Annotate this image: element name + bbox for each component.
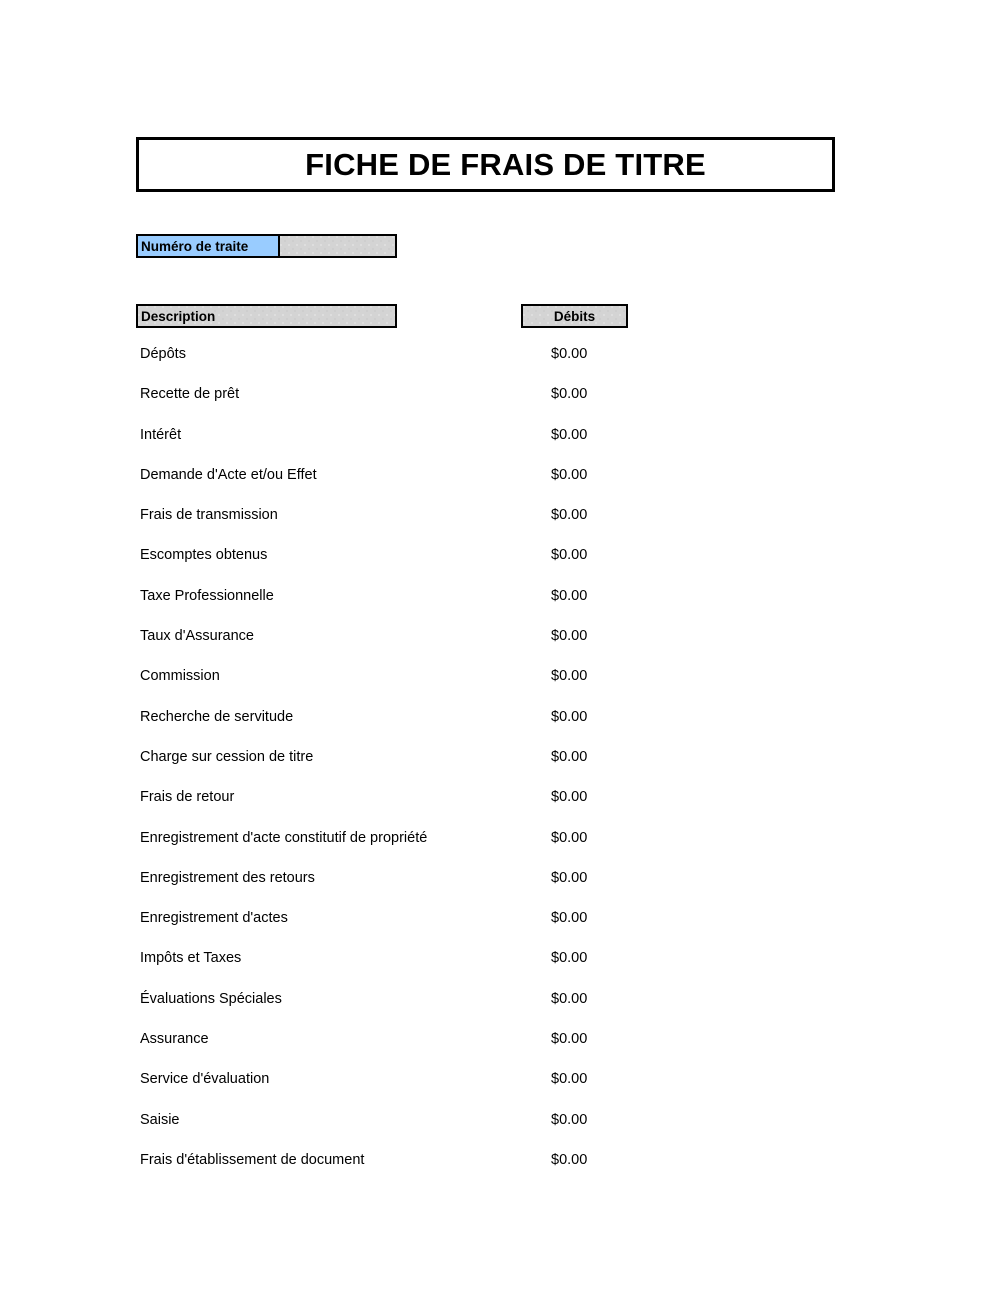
fee-description: Enregistrement d'actes: [140, 910, 288, 927]
page-title: FICHE DE FRAIS DE TITRE: [305, 147, 706, 182]
reference-number-label: Numéro de traite: [138, 236, 280, 256]
table-row: [0, 1071, 1000, 1111]
table-row: [0, 386, 1000, 426]
fee-description: Taxe Professionnelle: [140, 587, 274, 604]
fee-description: Enregistrement des retours: [140, 869, 315, 886]
fee-description: Recette de prêt: [140, 386, 240, 403]
reference-number-row: [136, 234, 397, 258]
fee-description: Intérêt: [140, 426, 182, 443]
fee-debit-amount[interactable]: $0.00: [551, 466, 588, 483]
table-row: [0, 668, 1000, 708]
table-row: [0, 830, 1000, 870]
table-row: [0, 709, 1000, 749]
fee-debit-amount[interactable]: $0.00: [551, 789, 588, 806]
table-row: [0, 507, 1000, 547]
column-header-debits: [521, 304, 628, 328]
fee-debit-amount[interactable]: $0.00: [551, 1031, 588, 1048]
fee-description: Saisie: [140, 1111, 180, 1128]
fee-debit-amount[interactable]: $0.00: [551, 668, 588, 685]
fee-debit-amount[interactable]: $0.00: [551, 628, 588, 645]
fee-debit-amount[interactable]: $0.00: [551, 386, 588, 403]
table-row: [0, 628, 1000, 668]
table-row: [0, 588, 1000, 628]
fee-debit-amount[interactable]: $0.00: [551, 426, 588, 443]
fee-debit-amount[interactable]: $0.00: [551, 990, 588, 1007]
column-header-debits-label: Débits: [553, 308, 596, 324]
fee-description: Frais de retour: [140, 789, 235, 806]
fee-debit-amount[interactable]: $0.00: [551, 869, 588, 886]
table-row: [0, 870, 1000, 910]
fee-debit-amount[interactable]: $0.00: [551, 950, 588, 967]
fee-description: Assurance: [140, 1031, 209, 1048]
fee-description: Frais d'établissement de document: [140, 1151, 365, 1168]
fee-debit-amount[interactable]: $0.00: [551, 708, 588, 725]
fee-description: Taux d'Assurance: [140, 628, 254, 645]
fee-debit-amount[interactable]: $0.00: [551, 748, 588, 765]
table-row: [0, 1152, 1000, 1192]
fee-description: Service d'évaluation: [140, 1071, 270, 1088]
table-row: [0, 547, 1000, 587]
fee-description: Demande d'Acte et/ou Effet: [140, 466, 317, 483]
table-row: [0, 910, 1000, 950]
fee-description: Impôts et Taxes: [140, 950, 242, 967]
table-row: [0, 1112, 1000, 1152]
column-header-description-label: Description: [141, 308, 216, 324]
fee-debit-amount[interactable]: $0.00: [551, 829, 588, 846]
fee-description: Évaluations Spéciales: [140, 990, 282, 1007]
fee-description: Escomptes obtenus: [140, 547, 268, 564]
fee-debit-amount[interactable]: $0.00: [551, 587, 588, 604]
table-row: [0, 950, 1000, 990]
table-row: [0, 427, 1000, 467]
fee-description: Charge sur cession de titre: [140, 748, 314, 765]
table-row: [0, 749, 1000, 789]
fee-debit-amount[interactable]: $0.00: [551, 507, 588, 524]
fee-description: Commission: [140, 668, 220, 685]
table-row: [0, 991, 1000, 1031]
document-title-banner: [136, 137, 835, 192]
fee-debit-amount[interactable]: $0.00: [551, 346, 588, 362]
fee-debit-amount[interactable]: $0.00: [551, 547, 588, 564]
fee-debit-amount[interactable]: $0.00: [551, 1151, 588, 1168]
fee-line-item-list: [0, 346, 1000, 1192]
column-header-description: [136, 304, 397, 328]
table-row: [0, 1031, 1000, 1071]
fee-debit-amount[interactable]: $0.00: [551, 1111, 588, 1128]
fee-description: Enregistrement d'acte constitutif de propriété: [140, 829, 428, 846]
fee-debit-amount[interactable]: $0.00: [551, 1071, 588, 1088]
table-row: [0, 346, 1000, 386]
fee-debit-amount[interactable]: $0.00: [551, 910, 588, 927]
fee-description: Dépôts: [140, 346, 186, 362]
fee-description: Frais de transmission: [140, 507, 278, 524]
fee-description: Recherche de servitude: [140, 708, 294, 725]
table-row: [0, 467, 1000, 507]
table-row: [0, 789, 1000, 829]
reference-number-input[interactable]: [280, 236, 395, 256]
